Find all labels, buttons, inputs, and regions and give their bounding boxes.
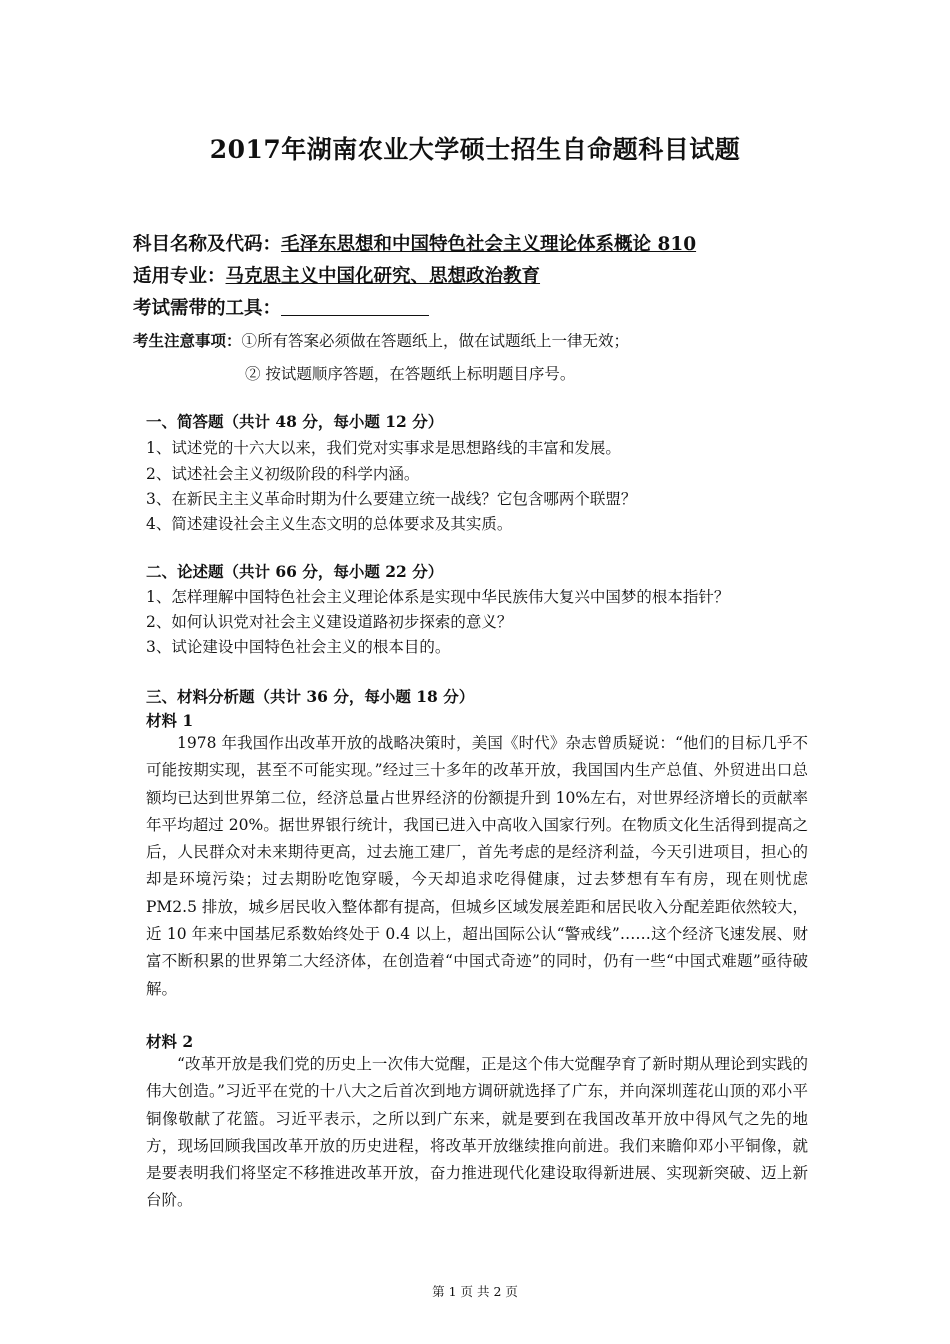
question-1-3: 3、在新民主主义革命时期为什么要建立统一战线？它包含哪两个联盟？ xyxy=(146,490,637,508)
notes-line-1 xyxy=(133,329,629,351)
question-1-1: 1、试述党的十六大以来，我们党对实事求是思想路线的丰富和发展。 xyxy=(146,439,621,457)
material-2-text: “改革开放是我们党的历史上一次伟大觉醒，正是这个伟大觉醒孕育了新时期从理论到实践的伟大创造。”习近平在党的十八大之后首次到地方调研就选择了广东，并向深圳莲花山顶的邓小平铜像敬献了花篮。习近平表示，之所以到广东来，就是要到在我国改革开放中得风气之先的地方，现场回顾我国改革开放的历史进程，将改革开放继续推向前进。我们来瞻仰邓小平铜像，就是要表明我们将坚定不移推进改革开放，奋力推进现代化建设取得新进展、实现新突破、迈上新台阶。 xyxy=(146,1055,808,1210)
major-line xyxy=(133,262,540,288)
material-1-text: 1978 年我国作出改革开放的战略决策时，美国《时代》杂志曾质疑说：“他们的目标几乎不可能按期实现，甚至不可能实现。”经过三十多年的改革开放，我国国内生产总值、外贸进出口总额均已达到世界第二位，经济总量占世界经济的份额提升到 10%左右，对世界经济增长的贡献率年平均超过 20%。据世界银行统计，我国已进入中高收入国家行列。在物质文化生活得到提高之后，人民群众对未来期待更高，过去施工建厂，首先考虑的是经济利益，今天引进项目，担心的却是环境污染；过去期盼吃饱穿暖，今天却追求吃得健康，过去梦想有车有房，现在则忧虑 PM2.5 排放，城乡居民收入整体都有提高，但城乡区域发展差距和居民收入分配差距依然较大，近 10 年来中国基尼系数始终处于 0.4 以上，超出国际公认“警戒线”……这个经济飞速发展、财富不断积累的世界第二大经济体，在创造着“中国式奇迹”的同时，仍有一些“中国式难题”亟待破解。 xyxy=(146,734,808,998)
subject-value: 毛泽东思想和中国特色社会主义理论体系概论 810 xyxy=(281,234,697,255)
material-2-label: 材料 2 xyxy=(146,1032,194,1051)
subject-label: 科目名称及代码： xyxy=(133,234,282,255)
note-item-1: ①所有答案必须做在答题纸上，做在试题纸上一律无效； xyxy=(241,332,630,350)
page-footer: 第 1 页 共 2 页 xyxy=(432,1284,518,1299)
question-1-2: 2、试述社会主义初级阶段的科学内涵。 xyxy=(146,465,420,483)
material-1-label: 材料 1 xyxy=(146,711,194,730)
notes-label: 考生注意事项： xyxy=(133,331,242,350)
major-label: 适用专业： xyxy=(133,266,226,287)
question-2-3: 3、试论建设中国特色社会主义的根本目的。 xyxy=(146,638,451,656)
subject-line xyxy=(133,230,696,256)
section-3-title: 三、材料分析题（共计 36 分，每小题 18 分） xyxy=(146,687,475,706)
tools-label: 考试需带的工具： xyxy=(133,298,282,319)
section-1-title: 一、简答题（共计 48 分，每小题 12 分） xyxy=(146,412,444,431)
note-item-2: ② 按试题顺序答题，在答题纸上标明题目序号。 xyxy=(245,365,576,383)
question-1-4: 4、简述建设社会主义生态文明的总体要求及其实质。 xyxy=(146,515,513,533)
tools-line xyxy=(133,294,429,320)
major-value: 马克思主义中国化研究、思想政治教育 xyxy=(225,266,541,287)
question-2-2: 2、如何认识党对社会主义建设道路初步探索的意义？ xyxy=(146,613,513,631)
question-2-1: 1、怎样理解中国特色社会主义理论体系是实现中华民族伟大复兴中国梦的根本指针？ xyxy=(146,588,730,606)
tools-blank xyxy=(281,297,429,316)
section-2-title: 二、论述题（共计 66 分，每小题 22 分） xyxy=(146,562,444,581)
page-title: 2017年湖南农业大学硕士招生自命题科目试题 xyxy=(209,135,741,164)
